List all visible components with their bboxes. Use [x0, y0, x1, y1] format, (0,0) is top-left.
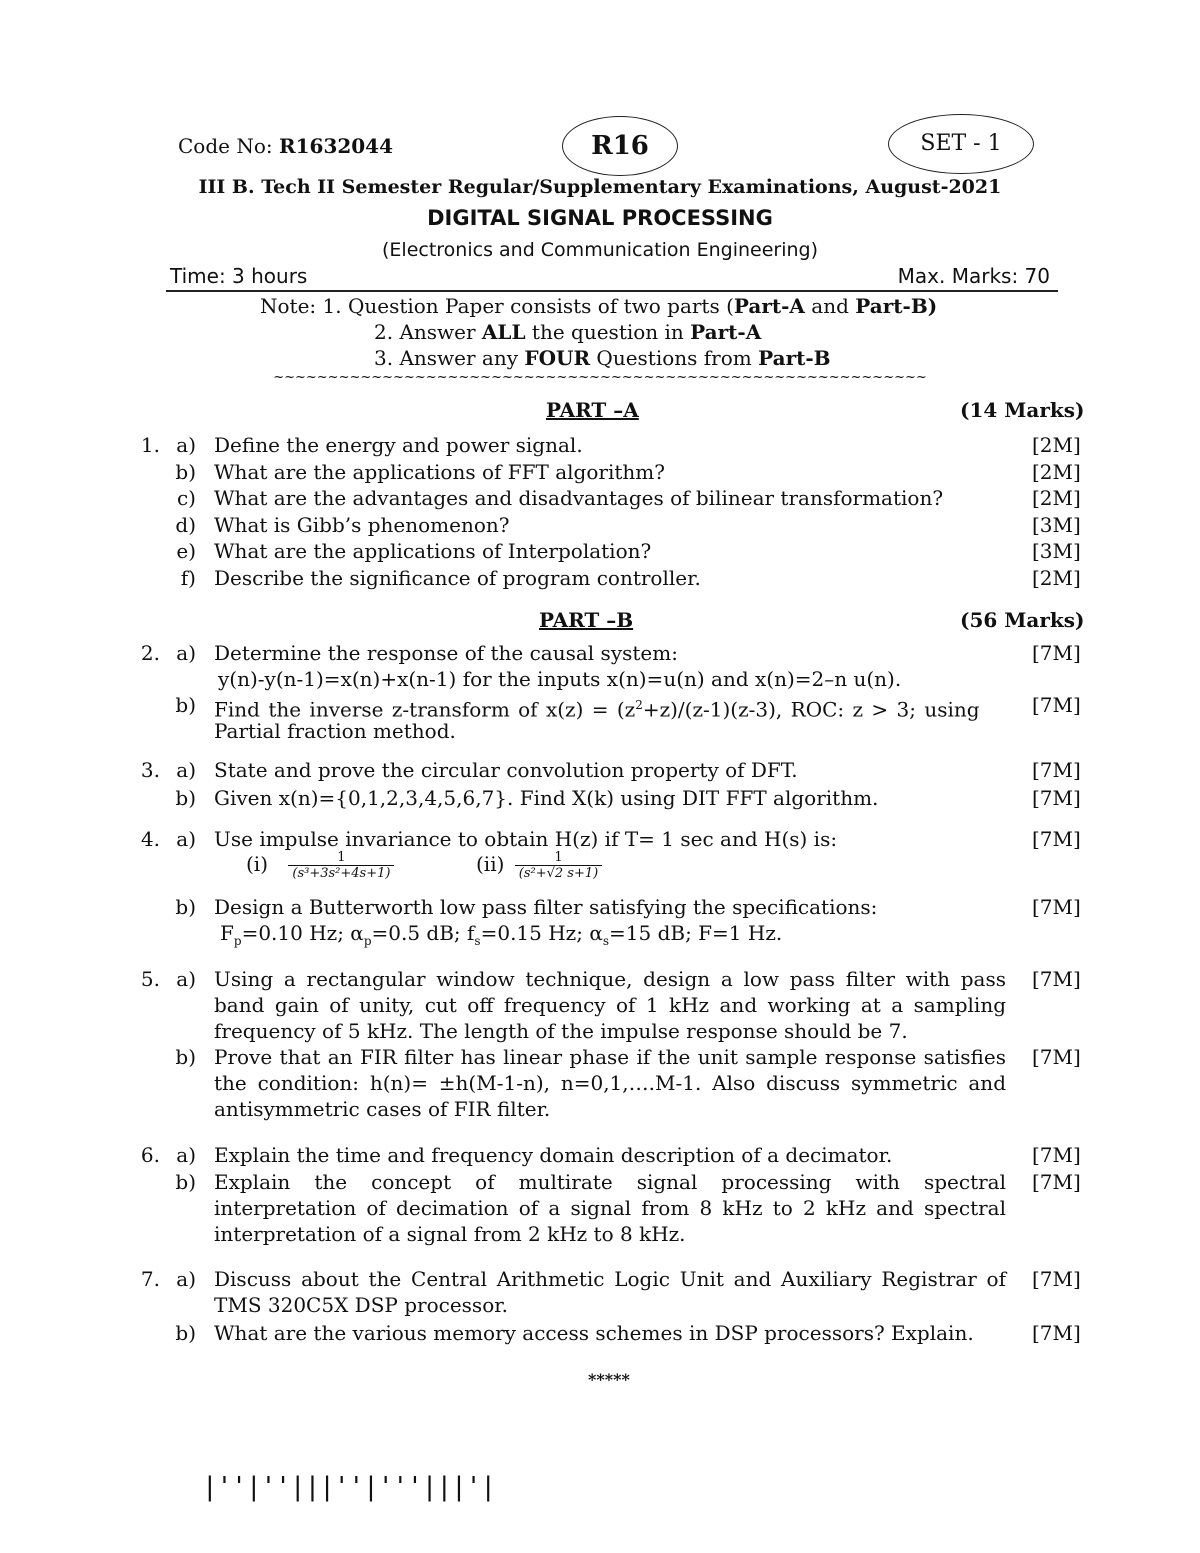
item-text: What are the applications of FFT algorithm?	[214, 459, 665, 484]
question-4: 4. a) Use impulse invariance to obtain H(z) if T= 1 sec and H(s) is: [7M] (i) $\frac{1}{\text{(s³+3s²+4s+1)}}$ (ii) $\frac{1}{\text{(s²+√2 s+1)}}$ b) Design a Butterworth low pass filter satisfying the specifications: [7M] $F_p=0.10$ Hz; $\alpha_p=0.5$ dB; $f_s=0.15$ Hz; $\alpha_s=15$ dB; F=1 Hz.	[0, 826, 1200, 946]
note-1: Note: 1. Question Paper consists of two parts (Part-A and Part-B)	[260, 294, 938, 318]
item-text: What are the applications of Interpolation?	[214, 539, 652, 563]
item-marks: [2M]	[1032, 459, 1081, 484]
end-stars: *****	[588, 1370, 630, 1389]
part-a-title: PART –A	[546, 398, 639, 422]
max-marks: Max. Marks: 70	[897, 264, 1050, 288]
item-label: a)	[176, 433, 196, 457]
filter-specs: $F_p=0.10$ Hz; $\alpha_p=0.5$ dB; $f_s=0.15$ Hz; $\alpha_s=15$ dB; F=1 Hz.	[220, 921, 783, 948]
item-label: b)	[175, 459, 196, 484]
item-text: What is Gibb’s phenomenon?	[214, 512, 510, 537]
part-b-marks: (56 Marks)	[960, 608, 1085, 632]
transfer-function-ii: (ii) $\frac{1}{\text{(s²+√2 s+1)}}$	[476, 850, 602, 881]
question-6: 6. a) Explain the time and frequency domain description of a decimator. [7M] b) Explain the concept of multirate signal processing with spectral interpretation of decimation of a signal from 8 kHz to 2 kHz and spectral interpretation of a signal from 2 kHz to 8 kHz. [7M]	[140, 1143, 1081, 1246]
question-7: 7. a) Discuss about the Central Arithmetic Logic Unit and Auxiliary Registrar of TMS 320C5X DSP processor. [7M] b) What are the various memory access schemes in DSP processors? Explain. [7M]	[140, 1267, 1081, 1345]
item-text: What are the advantages and disadvantages of bilinear transformation?	[214, 486, 944, 510]
part-a-marks: (14 Marks)	[960, 398, 1085, 422]
transfer-function-i: (i) $\frac{1}{\text{(s³+3s²+4s+1)}}$	[246, 850, 394, 881]
item-marks: [2M]	[1032, 486, 1081, 510]
barcode: |''|''|||''|'''|||'|	[202, 1472, 496, 1502]
branch: (Electronics and Communication Engineering)	[382, 239, 818, 261]
item-text: Define the energy and power signal.	[214, 433, 583, 457]
exam-title: III B. Tech II Semester Regular/Supplementary Examinations, August-2021	[198, 176, 1002, 198]
set-badge: SET - 1	[888, 114, 1034, 174]
item-label: e)	[176, 539, 196, 563]
item-label: d)	[175, 512, 196, 537]
tilde-divider: ~~~~~~~~~~~~~~~~~~~~~~~~~~~~~~~~~~~~~~~~~~~~~~~~~~~~~~~~~~~~	[273, 370, 927, 385]
item-label: c)	[176, 486, 196, 510]
item-marks: [2M]	[1032, 433, 1081, 457]
item-label: f)	[180, 565, 196, 590]
note-3: 3. Answer any FOUR Questions from Part-B	[374, 346, 831, 370]
question-5: 5. a) Using a rectangular window technique, design a low pass filter with pass band gain of unity, cut off frequency of 1 kHz and working at a sampling frequency of 5 kHz. The length of the impulse response should be 7. [7M] b) Prove that an FIR filter has linear phase if the unit sample response satisfies the condition: h(n)= ±h(M-1-n), n=0,1,….M-1. Also discuss symmetric and antisymmetric cases of FIR filter. [7M]	[140, 967, 1081, 1121]
exam-time: Time: 3 hours	[170, 264, 308, 288]
code-number: Code No: R1632044	[178, 134, 394, 158]
item-marks: [2M]	[1032, 565, 1081, 590]
item-marks: [3M]	[1032, 512, 1081, 537]
question-3: 3. a) State and prove the circular convolution property of DFT. [7M] b) Given x(n)={0,1,2,3,4,5,6,7}. Find X(k) using DIT FFT algorithm. [7M]	[140, 758, 1081, 810]
question-2: 2. a) Determine the response of the causal system: [7M] y(n)-y(n-1)=x(n)+x(n-1) for the inputs x(n)=u(n) and x(n)=2–n u(n). b) Find the inverse z-transform of $x(z) = (z^2+z)/(z-1)(z-3)$, ROC: z > 3; using [7M] Partial fraction method.	[140, 641, 1081, 743]
header-rule	[166, 290, 1058, 292]
subject-title: DIGITAL SIGNAL PROCESSING	[427, 206, 773, 230]
part-b-title: PART –B	[539, 608, 634, 632]
regulation-badge: R16	[562, 116, 678, 176]
item-marks: [3M]	[1032, 539, 1081, 563]
item-text: Describe the significance of program controller.	[214, 565, 701, 590]
note-2: 2. Answer ALL the question in Part-A	[374, 320, 762, 344]
